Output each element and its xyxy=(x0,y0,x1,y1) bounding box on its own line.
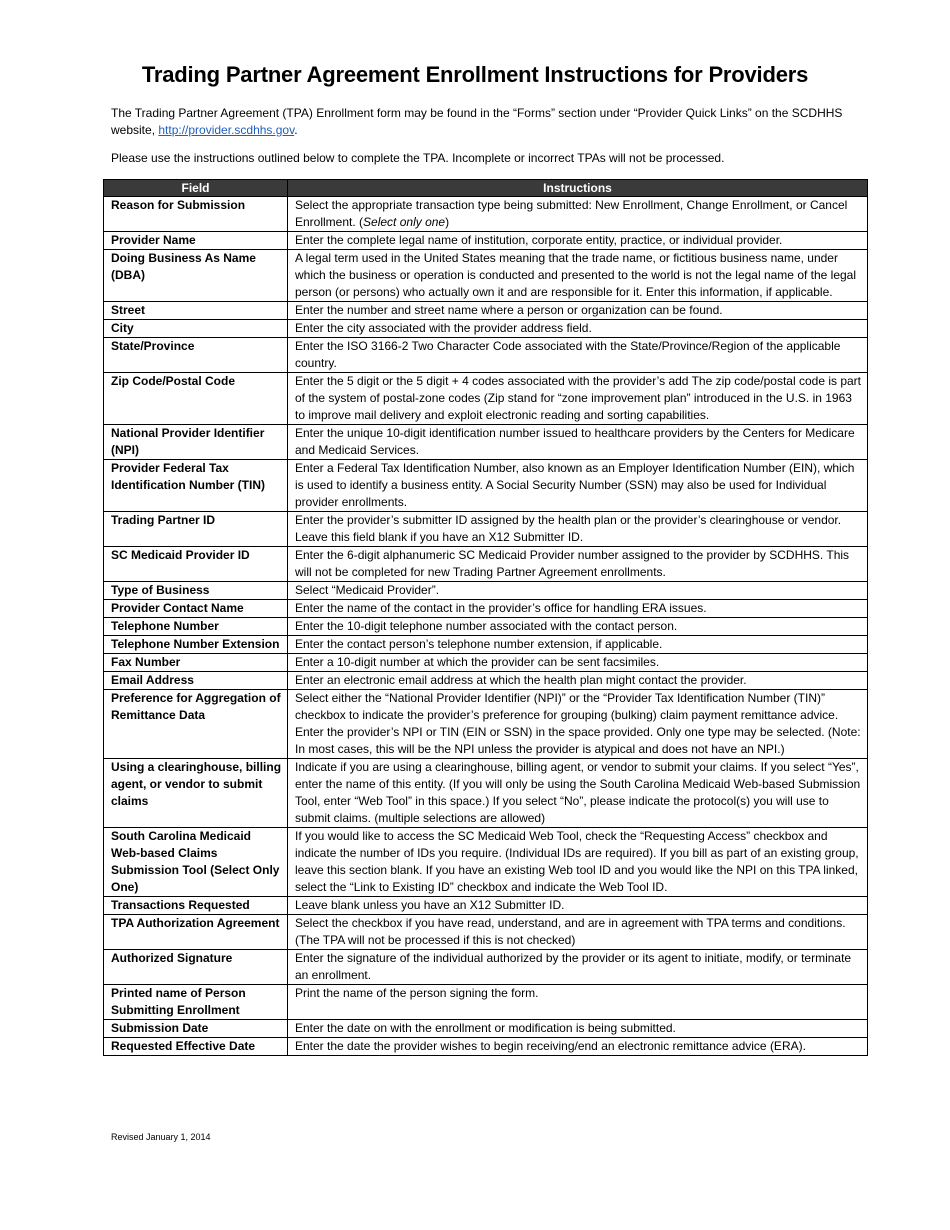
instruction-cell xyxy=(288,828,868,897)
intro-paragraph xyxy=(111,105,851,139)
intro-text-end: . xyxy=(294,123,298,137)
instruction-cell xyxy=(288,690,868,759)
instruction-cell xyxy=(288,425,868,460)
table-header-row xyxy=(104,180,868,197)
instruction-cell xyxy=(288,373,868,425)
table-row xyxy=(104,232,868,250)
field-name-cell: Submission Date xyxy=(104,1020,288,1038)
instruction-cell xyxy=(288,915,868,950)
instruction-text: Select the checkbox if you have read, understand, and are in agreement with TPA terms and conditions. (The TPA will not be processed if this is not checked) xyxy=(295,916,846,947)
scdhhs-link[interactable]: http://provider.scdhhs.gov xyxy=(158,123,295,137)
field-name-cell: Authorized Signature xyxy=(104,950,288,985)
revised-date: Revised January 1, 2014 xyxy=(111,1132,211,1142)
page-title: Trading Partner Agreement Enrollment Instructions for Providers xyxy=(141,62,809,87)
instruction-cell xyxy=(288,950,868,985)
field-name-cell: Requested Effective Date xyxy=(104,1038,288,1056)
instruction-cell xyxy=(288,654,868,672)
header-instructions: Instructions xyxy=(288,180,868,197)
instruction-italic-text: Select only one xyxy=(363,215,446,229)
field-name-cell: Provider Name xyxy=(104,232,288,250)
table-row xyxy=(104,915,868,950)
table-row xyxy=(104,460,868,512)
instruction-text: Leave blank unless you have an X12 Submitter ID. xyxy=(295,898,565,912)
field-name-cell: Zip Code/Postal Code xyxy=(104,373,288,425)
instruction-cell xyxy=(288,232,868,250)
table-row xyxy=(104,425,868,460)
instruction-text: Enter the city associated with the provider address field. xyxy=(295,321,592,335)
instruction-text: Select the appropriate transaction type being submitted: New Enrollment, Change Enrollment, or Cancel Enrollment. ( xyxy=(295,198,848,229)
field-name-cell: State/Province xyxy=(104,338,288,373)
instruction-cell xyxy=(288,320,868,338)
header-field: Field xyxy=(104,180,288,197)
table-row xyxy=(104,654,868,672)
instruction-text: Enter the date the provider wishes to begin receiving/end an electronic remittance advice (ERA). xyxy=(295,1039,806,1053)
table-row xyxy=(104,373,868,425)
table-row xyxy=(104,1038,868,1056)
instruction-text: Enter an electronic email address at which the health plan might contact the provider. xyxy=(295,673,747,687)
field-name-cell: Telephone Number xyxy=(104,618,288,636)
table-row xyxy=(104,197,868,232)
instruction-text: Enter the name of the contact in the provider’s office for handling ERA issues. xyxy=(295,601,707,615)
table-row xyxy=(104,950,868,985)
table-row xyxy=(104,582,868,600)
instruction-cell xyxy=(288,338,868,373)
instruction-text: Enter a 10-digit number at which the provider can be sent facsimiles. xyxy=(295,655,660,669)
instruction-text: Enter the 5 digit or the 5 digit + 4 codes associated with the provider’s add The zip code/postal code is part of the system of postal-zone codes (Zip stand for “zone improvement plan” introduced in the U.S. in 1963 to improve mail delivery and exploit electronic reading and sorting capabilities. xyxy=(295,374,862,422)
instruction-text: Enter a Federal Tax Identification Number, also known as an Employer Identification Number (EIN), which is used to identify a business entity. A Social Security Number (SSN) may also be used for Individual provider enrollments. xyxy=(295,461,855,509)
table-row xyxy=(104,828,868,897)
field-name-cell: Trading Partner ID xyxy=(104,512,288,547)
table-row xyxy=(104,547,868,582)
instruction-cell xyxy=(288,1038,868,1056)
instruction-text: Enter the date on with the enrollment or modification is being submitted. xyxy=(295,1021,676,1035)
instruction-cell xyxy=(288,582,868,600)
field-name-cell: Transactions Requested xyxy=(104,897,288,915)
table-row xyxy=(104,672,868,690)
instruction-text: Enter the number and street name where a person or organization can be found. xyxy=(295,303,723,317)
field-name-cell: Doing Business As Name (DBA) xyxy=(104,250,288,302)
instruction-cell xyxy=(288,672,868,690)
instruction-cell xyxy=(288,512,868,547)
field-name-cell: South Carolina Medicaid Web-based Claims Submission Tool (Select Only One) xyxy=(104,828,288,897)
field-name-cell: Preference for Aggregation of Remittance Data xyxy=(104,690,288,759)
instruction-text: Enter the 10-digit telephone number associated with the contact person. xyxy=(295,619,678,633)
instruction-text: Enter the signature of the individual authorized by the provider or its agent to initiate, modify, or terminate an enrollment. xyxy=(295,951,852,982)
table-row xyxy=(104,302,868,320)
field-name-cell: Printed name of Person Submitting Enrollment xyxy=(104,985,288,1020)
instruction-text: Indicate if you are using a clearinghouse, billing agent, or vendor to submit your claims. If you select “Yes”, enter the name of this entity. (If you will only be using the South Carolina Medicaid Web-based Submission Tool, enter “Web Tool” in this space.) If you select “No”, please indicate the protocol(s) you will use to submit claims. (multiple selections are allowed) xyxy=(295,760,861,825)
instruction-cell xyxy=(288,618,868,636)
instruction-cell xyxy=(288,547,868,582)
field-name-cell: National Provider Identifier (NPI) xyxy=(104,425,288,460)
instruction-text: A legal term used in the United States meaning that the trade name, or fictitious business name, under which the business or operation is conducted and presented to the world is not the legal name of the legal person (or persons) who actually own it and are responsible for it. Enter this information, if applicable. xyxy=(295,251,857,299)
table-row xyxy=(104,985,868,1020)
field-name-cell: Email Address xyxy=(104,672,288,690)
instructions-note: Please use the instructions outlined below to complete the TPA. Incomplete or incorrect TPAs will not be processed. xyxy=(111,151,725,165)
table-row xyxy=(104,636,868,654)
field-name-cell: City xyxy=(104,320,288,338)
instructions-table xyxy=(103,179,868,1056)
instruction-text: Enter the provider’s submitter ID assigned by the health plan or the provider’s clearinghouse or vendor. Leave this field blank if you have an X12 Submitter ID. xyxy=(295,513,842,544)
instruction-cell xyxy=(288,600,868,618)
instruction-text: Select either the “National Provider Identifier (NPI)” or the “Provider Tax Identification Number (TIN)” checkbox to indicate the provider’s preference for grouping (bulking) claim payment remittance advice. Enter the provider’s NPI or TIN (EIN or SSN) in the space provided. Only one type may be selected. (Note: In most cases, this will be the NPI unless the provider is atypical and does not have an NPI.) xyxy=(295,691,861,756)
instruction-cell xyxy=(288,197,868,232)
field-name-cell: Type of Business xyxy=(104,582,288,600)
instruction-text: Select “Medicaid Provider”. xyxy=(295,583,440,597)
field-name-cell: Provider Federal Tax Identification Number (TIN) xyxy=(104,460,288,512)
field-name-cell: Reason for Submission xyxy=(104,197,288,232)
instruction-cell xyxy=(288,759,868,828)
field-name-cell: Provider Contact Name xyxy=(104,600,288,618)
instruction-cell xyxy=(288,250,868,302)
instruction-text: Enter the unique 10-digit identification number issued to healthcare providers by the Centers for Medicare and Medicaid Services. xyxy=(295,426,855,457)
instruction-cell xyxy=(288,1020,868,1038)
instruction-text: Enter the 6-digit alphanumeric SC Medicaid Provider number assigned to the provider by SCDHHS. This will not be completed for new Trading Partner Agreement enrollments. xyxy=(295,548,850,579)
table-row xyxy=(104,618,868,636)
field-name-cell: Fax Number xyxy=(104,654,288,672)
instruction-text: Enter the complete legal name of institution, corporate entity, practice, or individual provider. xyxy=(295,233,783,247)
instruction-cell xyxy=(288,636,868,654)
instruction-cell xyxy=(288,302,868,320)
table-row xyxy=(104,759,868,828)
field-name-cell: Using a clearinghouse, billing agent, or vendor to submit claims xyxy=(104,759,288,828)
instruction-cell xyxy=(288,460,868,512)
instruction-cell xyxy=(288,985,868,1020)
instruction-text: If you would like to access the SC Medicaid Web Tool, check the “Requesting Access” checkbox and indicate the number of IDs you require. (Individual IDs are required). If you bill as part of an existing group, leave this section blank. If you have an existing Web tool ID and you would like the NPI on this TPA linked, select the “Link to Existing ID” checkbox and indicate the Web Tool ID. xyxy=(295,829,859,894)
table-row xyxy=(104,1020,868,1038)
field-name-cell: Street xyxy=(104,302,288,320)
field-name-cell: TPA Authorization Agreement xyxy=(104,915,288,950)
table-row xyxy=(104,512,868,547)
instruction-text: Enter the contact person’s telephone number extension, if applicable. xyxy=(295,637,663,651)
table-row xyxy=(104,320,868,338)
instruction-text: Print the name of the person signing the form. xyxy=(295,986,539,1000)
table-row xyxy=(104,897,868,915)
intro-text: The Trading Partner Agreement (TPA) Enrollment form may be found in the “Forms” section under “Provider Quick Links” on the SCDHHS website, xyxy=(111,106,843,137)
field-name-cell: SC Medicaid Provider ID xyxy=(104,547,288,582)
instruction-cell xyxy=(288,897,868,915)
table-row xyxy=(104,250,868,302)
table-row xyxy=(104,338,868,373)
instruction-text: Enter the ISO 3166-2 Two Character Code associated with the State/Province/Region of the applicable country. xyxy=(295,339,841,370)
table-row xyxy=(104,600,868,618)
table-row xyxy=(104,690,868,759)
instruction-tail-text: ) xyxy=(445,215,450,229)
field-name-cell: Telephone Number Extension xyxy=(104,636,288,654)
